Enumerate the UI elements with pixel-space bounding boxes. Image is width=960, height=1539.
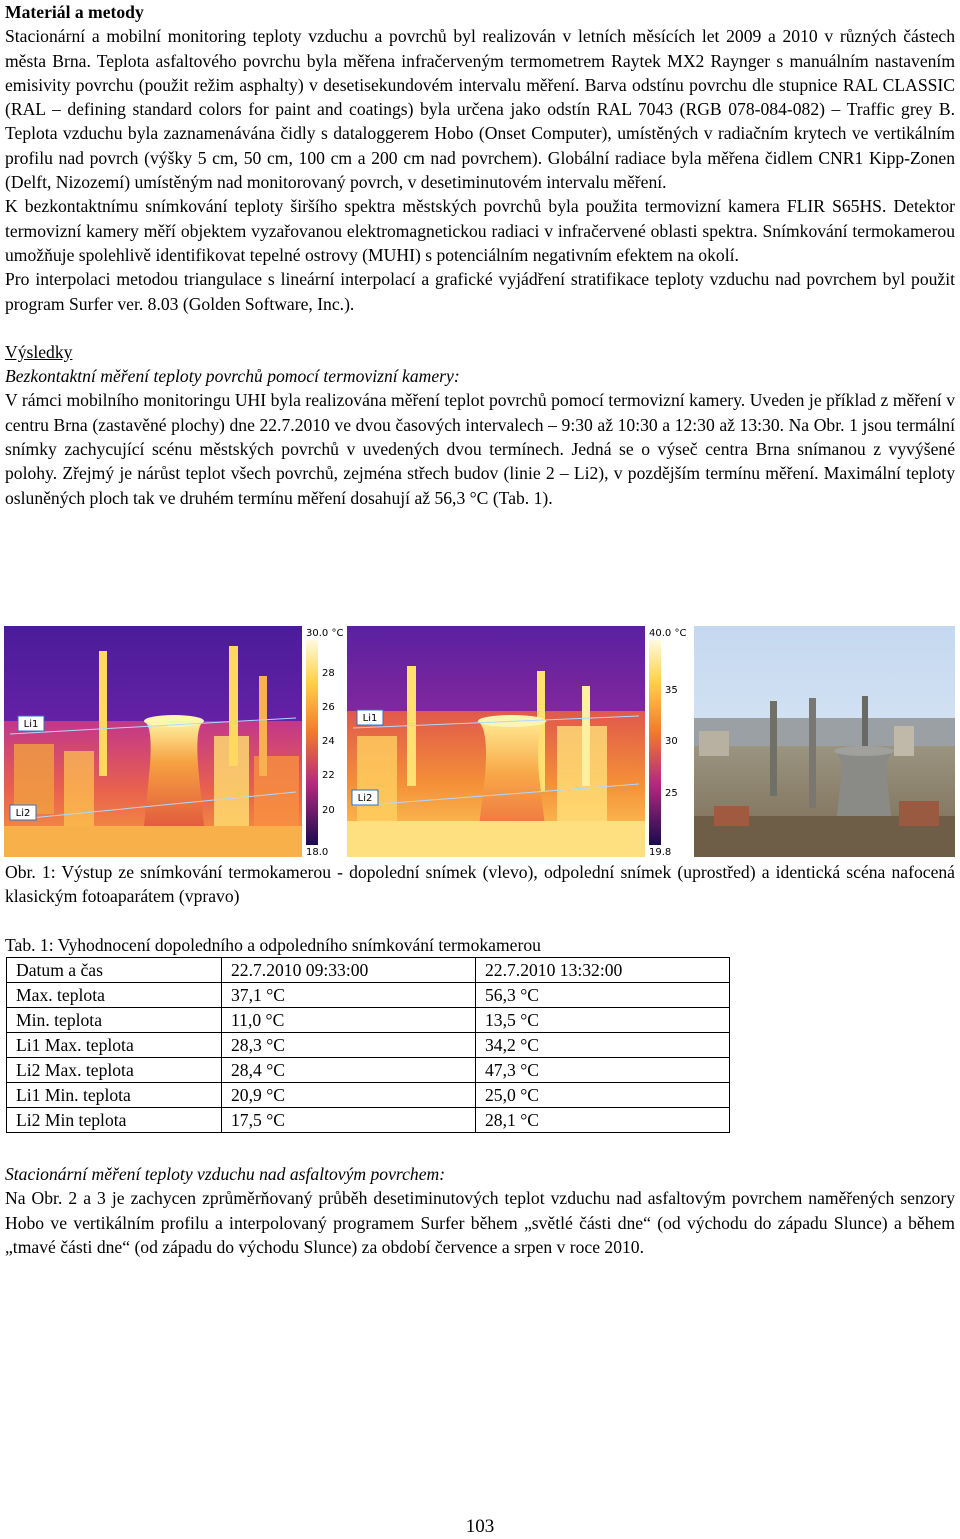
scale-tick-right: 35	[665, 685, 678, 696]
results-table	[6, 957, 730, 1133]
scale-tick-left: 26	[322, 702, 335, 713]
methods-paragraph-1: Stacionární a mobilní monitoring teploty vzduchu a povrchů byl realizován v letních měsících let 2009 a 2010 v různých částech města Brna. Teplota asfaltového povrchu byla měřena infračerveným termometrem Raytek MX2 Raynger s manuálním nastavením emisivity povrchu (použit režim asphalty) v desetisekundovém intervalu měření. Barva odstínu povrchu dle stupnice RAL CLASSIC (RAL – defining standard colors for paint and coatings) byla určena jako odstín RAL 7043 (RGB 078-084-082) – Traffic grey B. Teplota vzduchu byla zaznamenávána čidly s dataloggerem Hobo (Onset Computer), umístěných v radiačním krytech ve vertikálním profilu nad povrch (výšky 5 cm, 50 cm, 100 cm a 200 cm nad povrchem). Globální radiace byla měřena čidlem CNR1 Kipp-Zonen (Delft, Nizozemí) umístěným nad monitorovaný povrch, v desetiminutovém intervalu měření.	[5, 26, 955, 193]
table-caption-wrap	[5, 933, 541, 957]
table-row	[7, 1058, 730, 1083]
methods-paragraph-3: Pro interpolaci metodou triangulace s lineární interpolací a grafické vyjádření stratifikace teploty vzduchu nad povrchem byl použit program Surfer ver. 8.03 (Golden Software, Inc.).	[5, 269, 955, 314]
table-row	[7, 983, 730, 1008]
table-row	[7, 958, 730, 983]
table-cell: 22.7.2010 13:32:00	[476, 958, 730, 983]
scale-tick-right: 30	[665, 736, 678, 747]
table-cell: 22.7.2010 09:33:00	[222, 958, 476, 983]
results-heading: Výsledky	[5, 341, 73, 362]
table-cell: 34,2 °C	[476, 1033, 730, 1058]
table-caption: Tab. 1: Vyhodnocení dopoledního a odpoledního snímkování termokamerou	[5, 935, 541, 955]
figure-1	[4, 626, 955, 857]
figure-caption: Obr. 1: Výstup ze snímkování termokamerou - dopolední snímek (vlevo), odpolední snímek (uprostřed) a identická scéna nafocená klasickým fotoaparátem (vpravo)	[5, 862, 955, 907]
scale-bottom-left: 18.0	[306, 847, 329, 857]
photo-image	[694, 626, 955, 857]
stationary-paragraph: Na Obr. 2 a 3 je zachycen zprůměrňovaný průběh desetiminutových teplot vzduchu nad asfaltovým povrchem naměřených senzory Hobo ve vertikálním profilu a interpolovaný programem Surfer během „světlé části dne“ (od východu do západu Slunce) a během „tmavé části dne“ (od západu do východu Slunce) za období července a srpen v roce 2010.	[5, 1188, 955, 1257]
table-cell: Li1 Max. teplota	[7, 1033, 222, 1058]
table-cell: 25,0 °C	[476, 1083, 730, 1108]
results-subheading: Bezkontaktní měření teploty povrchů pomocí termovizní kamery:	[5, 366, 460, 387]
table-cell: 47,3 °C	[476, 1058, 730, 1083]
table-cell: Li2 Max. teplota	[7, 1058, 222, 1083]
table-cell: 20,9 °C	[222, 1083, 476, 1108]
table-cell: 28,3 °C	[222, 1033, 476, 1058]
table-row	[7, 1083, 730, 1108]
table-cell: 13,5 °C	[476, 1008, 730, 1033]
li2-label-left: Li2	[15, 808, 31, 819]
li1-label-middle: Li1	[362, 713, 378, 724]
scale-bottom-right: 19.8	[649, 847, 672, 857]
table-cell: 17,5 °C	[222, 1108, 476, 1133]
page-number: 103	[465, 1516, 495, 1537]
scale-tick-left: 28	[322, 668, 335, 679]
methods-paragraph-2: K bezkontaktnímu snímkování teploty širšího spektra městských povrchů byla použita termovizní kamera FLIR S65HS. Detektor termovizní kamery měří objektem vyzařovanou elektromagnetickou radiaci v infračervené oblasti spektra. Snímkování termokamerou umožňuje spolehlivě identifikovat tepelné ostrovy (MUHI) s potenciálním negativním efektem na okolí.	[5, 196, 955, 265]
results-paragraph: V rámci mobilního monitoringu UHI byla realizována měření teplot povrchů pomocí termovizní kamery. Uveden je příklad z měření v centru Brna (zastavěné plochy) dne 22.7.2010 ve dvou časových intervalech – 9:30 až 10:30 a 12:30 až 13:30. Na Obr. 1 jsou termální snímky zachycující scénu městských povrchů v uvedených dvou termínech. Jedná se o výseč centra Brna snímanou z vyvýšené polohy. Zřejmý je nárůst teplot všech povrchů, zejména střech budov (linie 2 – Li2), v pozdějším termínu měření. Maximální teploty osluněných ploch tak ve druhém termínu měření dosahují až 56,3 °C (Tab. 1).	[5, 390, 955, 508]
stationary-section	[5, 1162, 955, 1259]
table-cell: Min. teplota	[7, 1008, 222, 1033]
table-cell: 28,4 °C	[222, 1058, 476, 1083]
table-cell: 56,3 °C	[476, 983, 730, 1008]
table-cell: 28,1 °C	[476, 1108, 730, 1133]
scale-top-right: 40.0 °C	[649, 628, 687, 639]
methods-heading: Materiál a metody	[5, 2, 144, 22]
scale-tick-left: 24	[322, 736, 335, 747]
table-row	[7, 1108, 730, 1133]
page-content	[5, 0, 955, 510]
table-cell: Li2 Min teplota	[7, 1108, 222, 1133]
table-cell: Max. teplota	[7, 983, 222, 1008]
table-cell: 11,0 °C	[222, 1008, 476, 1033]
table-cell: Datum a čas	[7, 958, 222, 983]
scale-tick-left: 20	[322, 805, 335, 816]
li2-label-middle: Li2	[357, 793, 373, 804]
stationary-subheading: Stacionární měření teploty vzduchu nad asfaltovým povrchem:	[5, 1164, 446, 1184]
table-cell: 37,1 °C	[222, 983, 476, 1008]
scale-top-left: 30.0 °C	[306, 628, 344, 639]
thermal-image-afternoon	[347, 626, 692, 857]
scale-tick-right: 25	[665, 788, 678, 799]
figure-caption-wrap	[5, 860, 955, 909]
table-cell: Li1 Min. teplota	[7, 1083, 222, 1108]
thermal-image-morning	[4, 626, 349, 857]
table-row	[7, 1008, 730, 1033]
table-row	[7, 1033, 730, 1058]
li1-label-left: Li1	[23, 719, 39, 730]
scale-tick-left: 22	[322, 770, 335, 781]
